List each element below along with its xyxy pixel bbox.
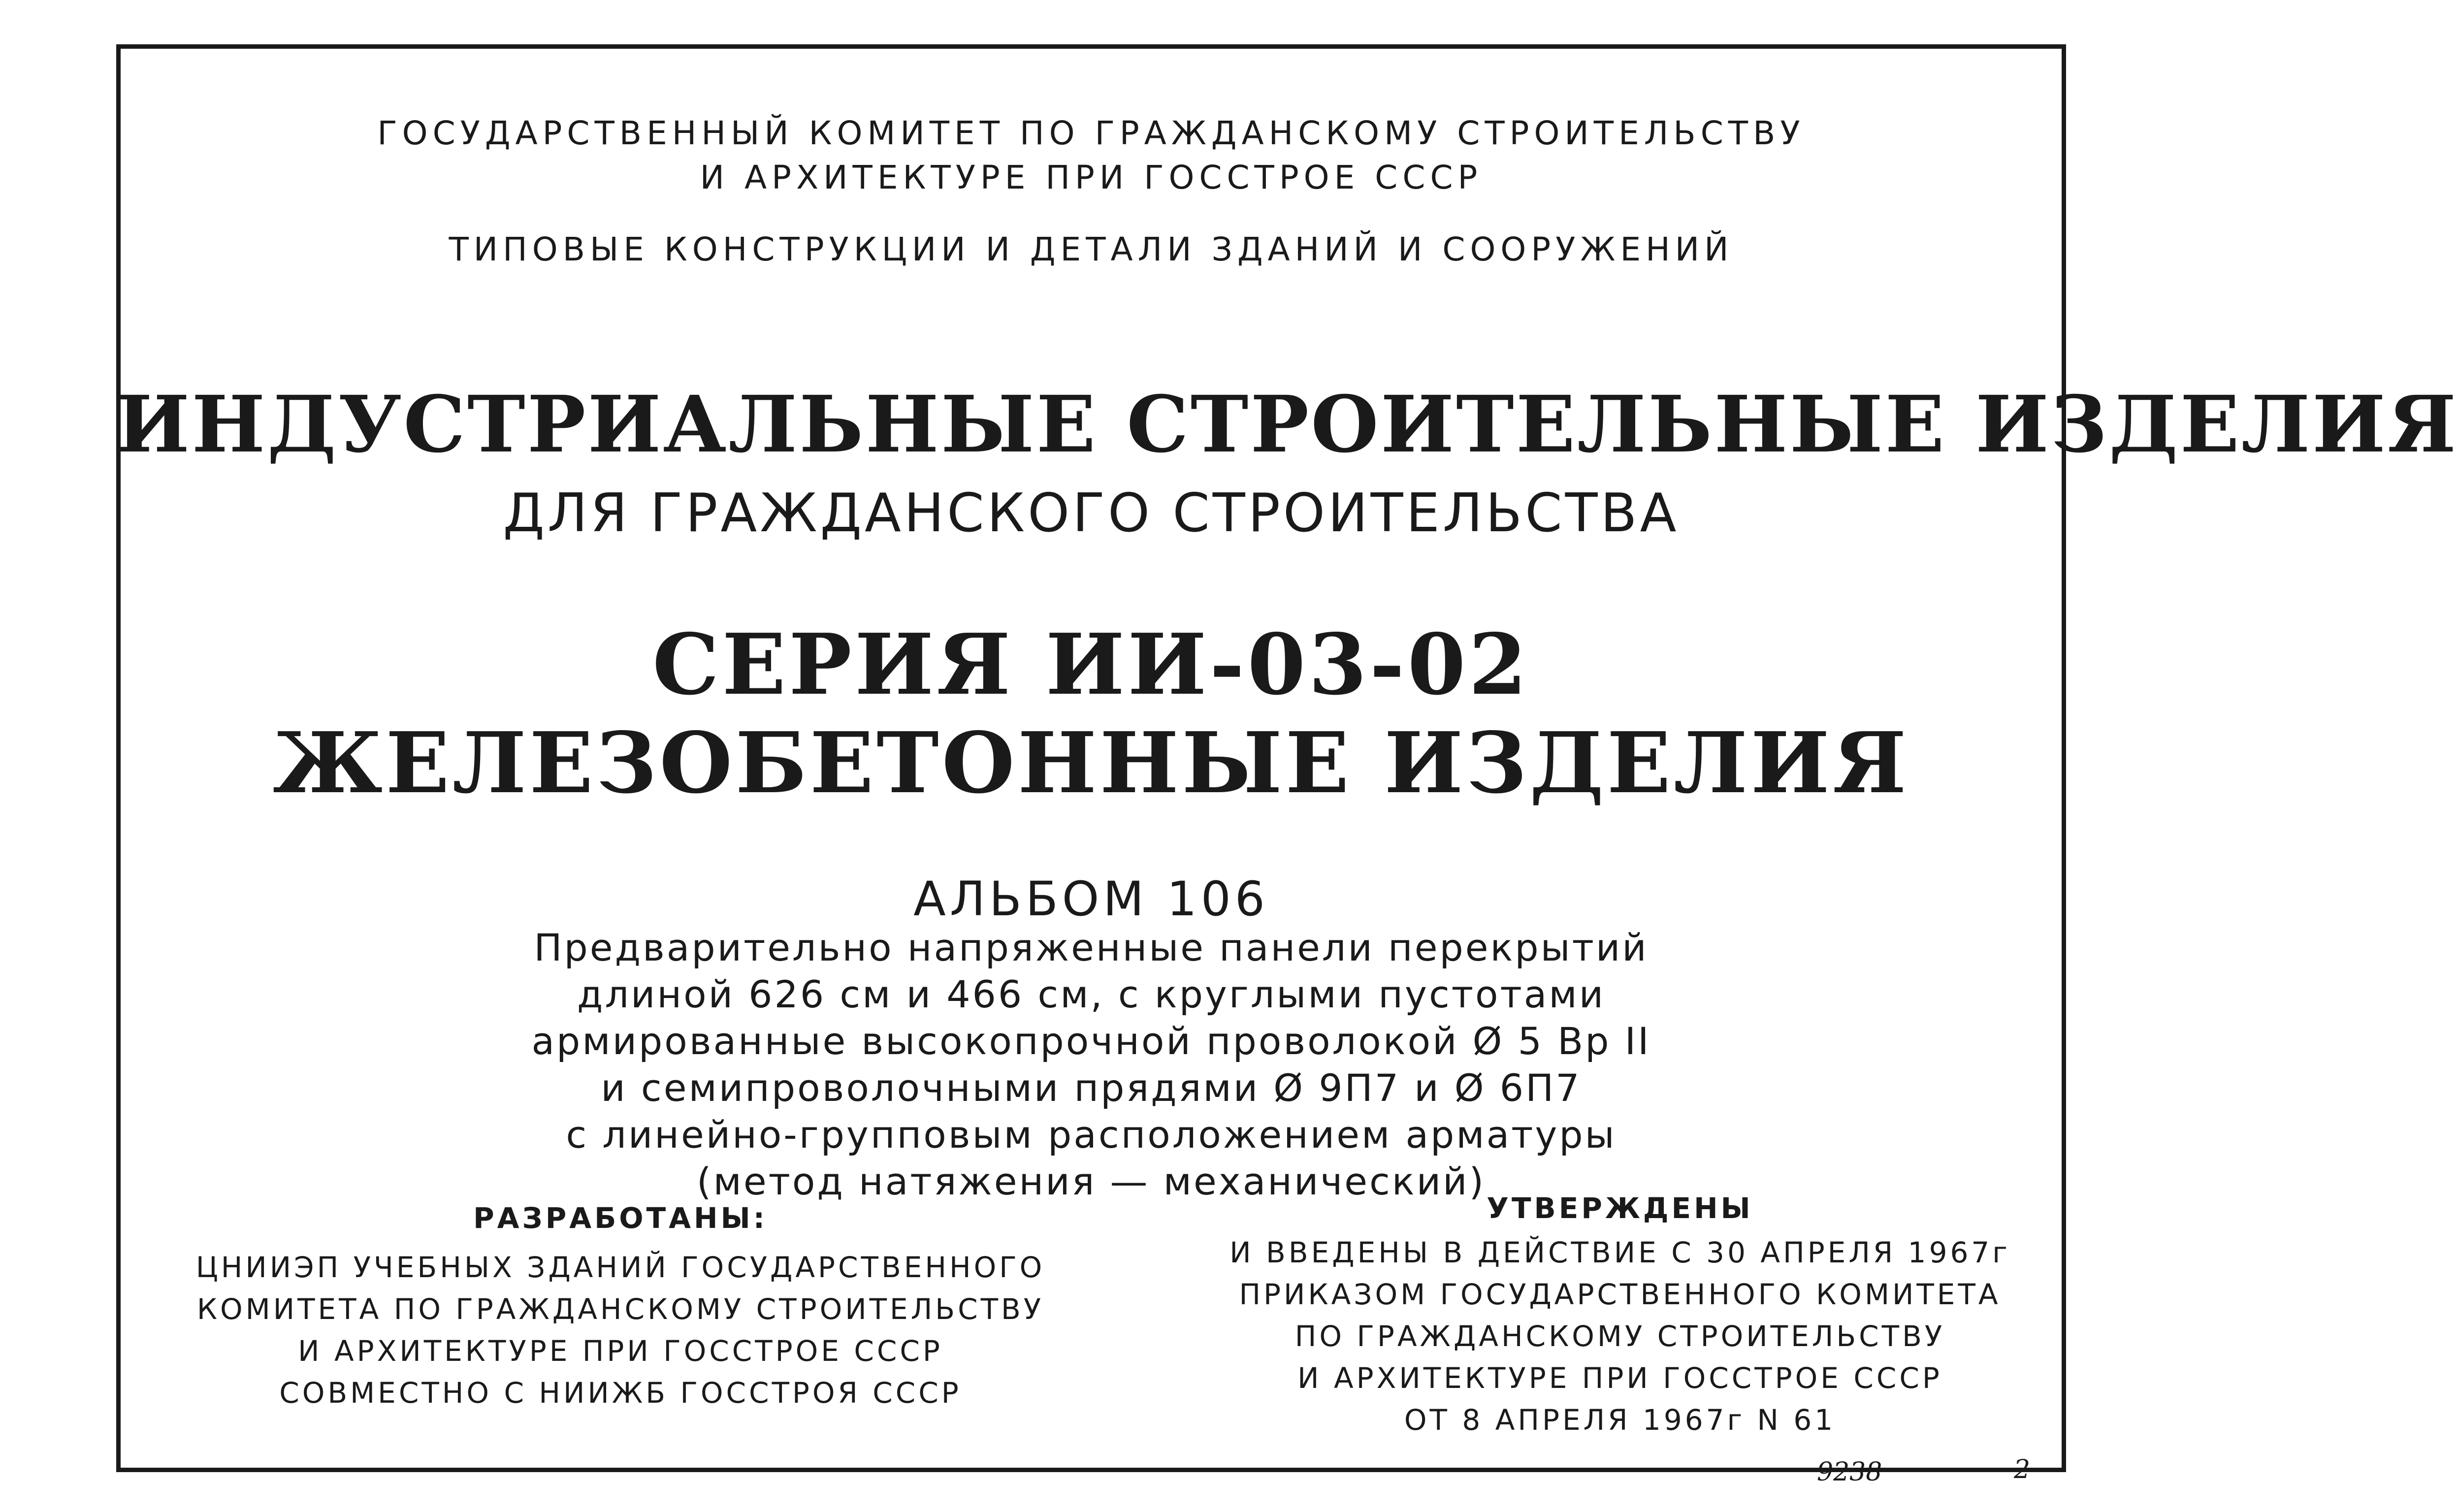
- album-description-line-4: и семипроволочными прядями Ø 9П7 и Ø 6П7: [601, 1066, 1582, 1110]
- main-title: ИНДУСТРИАЛЬНЫЕ СТРОИТЕЛЬНЫЕ ИЗДЕЛИЯ: [116, 379, 2458, 470]
- album-description-line-1: Предварительно напряженные панели перекрытий: [534, 926, 1649, 969]
- album-description-line-2: длиной 626 см и 466 см, с круглыми пустотами: [577, 972, 1606, 1016]
- series-title: СЕРИЯ ИИ-03-02: [652, 615, 1530, 714]
- developed-heading: РАЗРАБОТАНЫ:: [473, 1201, 768, 1235]
- approved-line-3: ПО ГРАЖДАНСКОМУ СТРОИТЕЛЬСТВУ: [1294, 1319, 1945, 1353]
- approved-line-5: ОТ 8 АПРЕЛЯ 1967г N 61: [1404, 1403, 1836, 1437]
- approved-line-2: ПРИКАЗОМ ГОСУДАРСТВЕННОГО КОМИТЕТА: [1239, 1278, 2001, 1311]
- subtitle: ДЛЯ ГРАЖДАНСКОГО СТРОИТЕЛЬСТВА: [503, 483, 1680, 544]
- products-title: ЖЕЛЕЗОБЕТОННЫЕ ИЗДЕЛИЯ: [273, 714, 1909, 812]
- album-description-line-3: армированные высокопрочной проволокой Ø 5 Вр II: [531, 1019, 1651, 1063]
- approved-line-1: И ВВЕДЕНЫ В ДЕЙСТВИЕ С 30 АПРЕЛЯ 1967г: [1229, 1236, 2010, 1269]
- album-description-line-5: с линейно-групповым расположением арматуры: [566, 1113, 1617, 1157]
- developed-line-4: СОВМЕСТНО С НИИЖБ ГОССТРОЯ СССР: [279, 1376, 962, 1410]
- album-label: АЛЬБОМ 106: [913, 871, 1269, 927]
- header-line-3: ТИПОВЫЕ КОНСТРУКЦИИ И ДЕТАЛИ ЗДАНИЙ И СООРУЖЕНИЙ: [449, 230, 1734, 268]
- developed-line-2: КОМИТЕТА ПО ГРАЖДАНСКОМУ СТРОИТЕЛЬСТВУ: [196, 1292, 1044, 1326]
- approved-heading: УТВЕРЖДЕНЫ: [1487, 1191, 1753, 1225]
- header-line-1: ГОСУДАРСТВЕННЫЙ КОМИТЕТ ПО ГРАЖДАНСКОМУ СТРОИТЕЛЬСТВУ: [377, 114, 1805, 152]
- developed-line-3: И АРХИТЕКТУРЕ ПРИ ГОССТРОЕ СССР: [298, 1334, 943, 1368]
- album-description-line-6: (метод натяжения — механический): [696, 1159, 1486, 1203]
- archive-number: 9238: [1817, 1457, 1882, 1487]
- approved-line-4: И АРХИТЕКТУРЕ ПРИ ГОССТРОЕ СССР: [1297, 1361, 1942, 1395]
- developed-line-1: ЦНИИЭП УЧЕБНЫХ ЗДАНИЙ ГОСУДАРСТВЕННОГО: [195, 1251, 1045, 1284]
- header-line-2: И АРХИТЕКТУРЕ ПРИ ГОССТРОЕ СССР: [700, 159, 1483, 196]
- page-number: 2: [2014, 1455, 2031, 1484]
